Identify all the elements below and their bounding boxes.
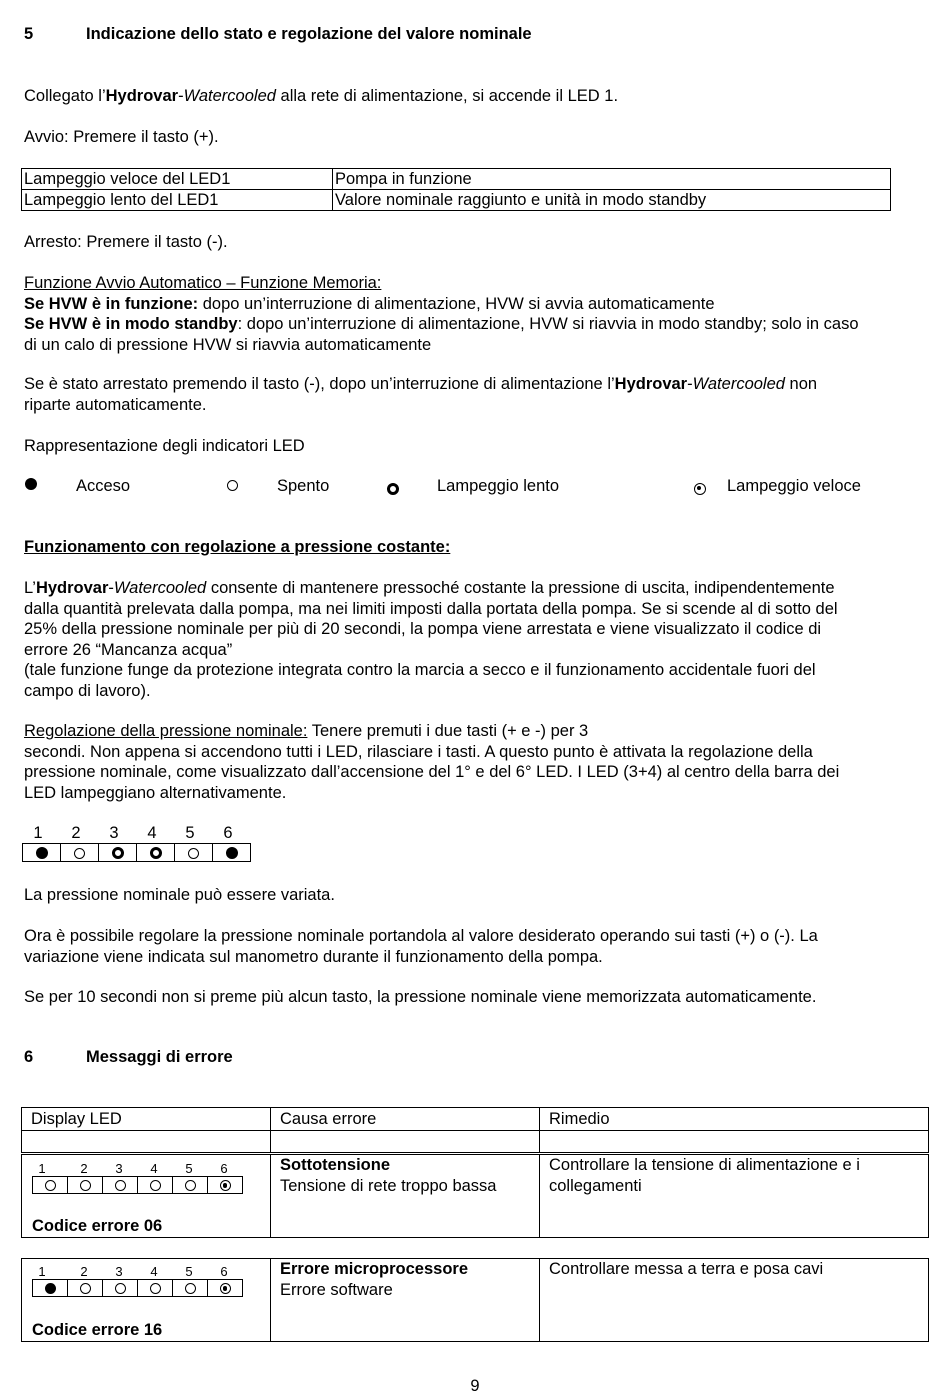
nominal-pressure-paragraph: Regolazione della pressione nominale: Tenere premuti i due tasti (+ e -) per 3 secondi. Non appena si accendono tutti i LED, rilasciare i tasti. A questo punto è attivata la regolazione della pressione nominale, come visualizzato dall’accensione del 1° e del 6° LED. I LED (3+4) al centro della barra dei LED lampeggiano alternativamente. bbox=[24, 722, 840, 802]
section-title: Indicazione dello stato e regolazione del valore nominale bbox=[86, 25, 532, 43]
led-bar-numbers bbox=[0, 823, 300, 843]
section-title: Messaggi di errore bbox=[86, 1048, 233, 1066]
led-legend-title: Rappresentazione degli indicatori LED bbox=[24, 437, 305, 455]
led-bar bbox=[32, 1279, 243, 1297]
memory-heading: Funzione Avvio Automatico – Funzione Memoria: bbox=[24, 274, 382, 292]
led-numbers: 1 2 3 4 5 6 bbox=[38, 1161, 228, 1176]
table-row bbox=[22, 169, 891, 190]
led-number: 5 bbox=[185, 824, 195, 842]
led-off-icon bbox=[74, 848, 85, 859]
led-fast-blink-icon bbox=[220, 1283, 231, 1294]
table-cell: Pompa in funzione bbox=[333, 169, 891, 190]
led-off-icon bbox=[80, 1180, 91, 1191]
error-remedy: Controllare la tensione di alimentazione e i collegamenti bbox=[540, 1155, 929, 1238]
page-number: 9 bbox=[470, 1377, 480, 1395]
led-bar bbox=[32, 1176, 243, 1194]
brand-suffix: Watercooled bbox=[183, 87, 276, 105]
error-cause: Errore microprocessore Errore software bbox=[271, 1259, 540, 1342]
led-number: 1 bbox=[33, 824, 43, 842]
error-row-16 bbox=[21, 1258, 929, 1342]
led-off-icon bbox=[185, 1180, 196, 1191]
table-cell: Lampeggio lento del LED1 bbox=[22, 190, 333, 211]
led1-status-table bbox=[21, 168, 891, 211]
error-code: Codice errore 06 bbox=[32, 1217, 163, 1235]
stopped-paragraph: Se è stato arrestato premendo il tasto (-), dopo un’interruzione di alimentazione l’Hydrovar-Watercooled non riparte automaticamente. bbox=[24, 375, 818, 414]
error-led-display bbox=[22, 1259, 271, 1342]
led-number: 6 bbox=[223, 824, 233, 842]
led-fast-blink-icon bbox=[694, 483, 706, 495]
led-off-icon bbox=[45, 1180, 56, 1191]
start-instruction: Avvio: Premere il tasto (+). bbox=[24, 128, 219, 146]
led-slow-blink-icon bbox=[387, 483, 399, 495]
constant-pressure-heading: Funzionamento con regolazione a pressione costante: bbox=[24, 538, 451, 556]
led-off-icon bbox=[188, 848, 199, 859]
led-off-icon bbox=[150, 1283, 161, 1294]
section-number: 6 bbox=[24, 1048, 34, 1066]
led-legend bbox=[0, 476, 950, 498]
led-slow-blink-icon bbox=[150, 847, 162, 859]
error-led-display bbox=[22, 1155, 271, 1238]
memory-function-block: Funzione Avvio Automatico – Funzione Memoria: Se HVW è in funzione: dopo un’interruzione di alimentazione, HVW si avvia automaticamente Se HVW è in modo standby: dopo un’interruzione di alimentazione, HVW si riavvia in modo standby; solo in caso di un calo di pressione HVW si riavvia automaticamente bbox=[24, 273, 929, 355]
led-number: 4 bbox=[147, 824, 157, 842]
led-off-icon bbox=[185, 1283, 196, 1294]
led-on-icon bbox=[25, 478, 37, 490]
constant-pressure-paragraph: L’Hydrovar-Watercooled consente di mantenere pressoché costante la pressione di uscita, indipendentemente dalla quantità prelevata dalla pompa, ma nei limiti imposti dalla portata della pompa. Se si scende al di sotto del 25% della pressione nominale per più di 20 secondi, la pompa viene arrestata e viene visualizzato il codice di errore 26 “Mancanza acqua” (tale funzione funge da protezione integrata contro la marcia a secco e il funzionamento accidentale fuori del campo di lavoro). bbox=[24, 579, 838, 700]
table-header-row bbox=[22, 1108, 929, 1131]
nominal-adjust-paragraph: Ora è possibile regolare la pressione nominale portandola al valore desiderato operando sui tasti (+) o (-). La variazione viene indicata sul manometro durante il funzionamento della pompa. bbox=[24, 927, 818, 966]
led-slow-blink-icon bbox=[112, 847, 124, 859]
table-row bbox=[22, 1131, 929, 1153]
column-header: Rimedio bbox=[540, 1108, 929, 1131]
error-table-header bbox=[21, 1107, 929, 1153]
led-number: 2 bbox=[71, 824, 81, 842]
legend-label: Lampeggio veloce bbox=[727, 477, 861, 495]
led-fast-blink-icon bbox=[220, 1180, 231, 1191]
led-off-icon bbox=[115, 1283, 126, 1294]
led-on-icon bbox=[226, 847, 238, 859]
led-number: 3 bbox=[109, 824, 119, 842]
led-numbers: 1 2 3 4 5 6 bbox=[38, 1264, 228, 1279]
legend-label: Acceso bbox=[76, 477, 131, 495]
legend-label: Spento bbox=[277, 477, 330, 495]
table-cell: Valore nominale raggiunto e unità in modo standby bbox=[333, 190, 891, 211]
led-off-icon bbox=[227, 480, 238, 491]
led-off-icon bbox=[150, 1180, 161, 1191]
error-row-06 bbox=[21, 1154, 929, 1238]
led-on-icon bbox=[36, 847, 48, 859]
stop-instruction: Arresto: Premere il tasto (-). bbox=[24, 233, 228, 251]
section-number: 5 bbox=[24, 25, 34, 43]
led-on-icon bbox=[45, 1283, 56, 1294]
legend-label: Lampeggio lento bbox=[437, 477, 560, 495]
table-cell: Lampeggio veloce del LED1 bbox=[22, 169, 333, 190]
error-remedy: Controllare messa a terra e posa cavi bbox=[540, 1259, 929, 1342]
brand-name: Hydrovar bbox=[105, 87, 179, 105]
section-5-heading bbox=[24, 24, 924, 45]
column-header: Display LED bbox=[22, 1108, 271, 1131]
intro-paragraph: Collegato l’Hydrovar-Watercooled alla rete di alimentazione, si accende il LED 1. bbox=[24, 87, 619, 105]
nominal-variable-text: La pressione nominale può essere variata. bbox=[24, 886, 335, 904]
led-off-icon bbox=[80, 1283, 91, 1294]
error-cause: Sottotensione Tensione di rete troppo bassa bbox=[271, 1155, 540, 1238]
column-header: Causa errore bbox=[271, 1108, 540, 1131]
nominal-memorize-text: Se per 10 secondi non si preme più alcun tasto, la pressione nominale viene memorizzata automaticamente. bbox=[24, 988, 817, 1006]
error-code: Codice errore 16 bbox=[32, 1321, 163, 1339]
led-bar bbox=[22, 843, 251, 862]
section-6-heading bbox=[24, 1047, 924, 1068]
table-row bbox=[22, 190, 891, 211]
led-off-icon bbox=[115, 1180, 126, 1191]
